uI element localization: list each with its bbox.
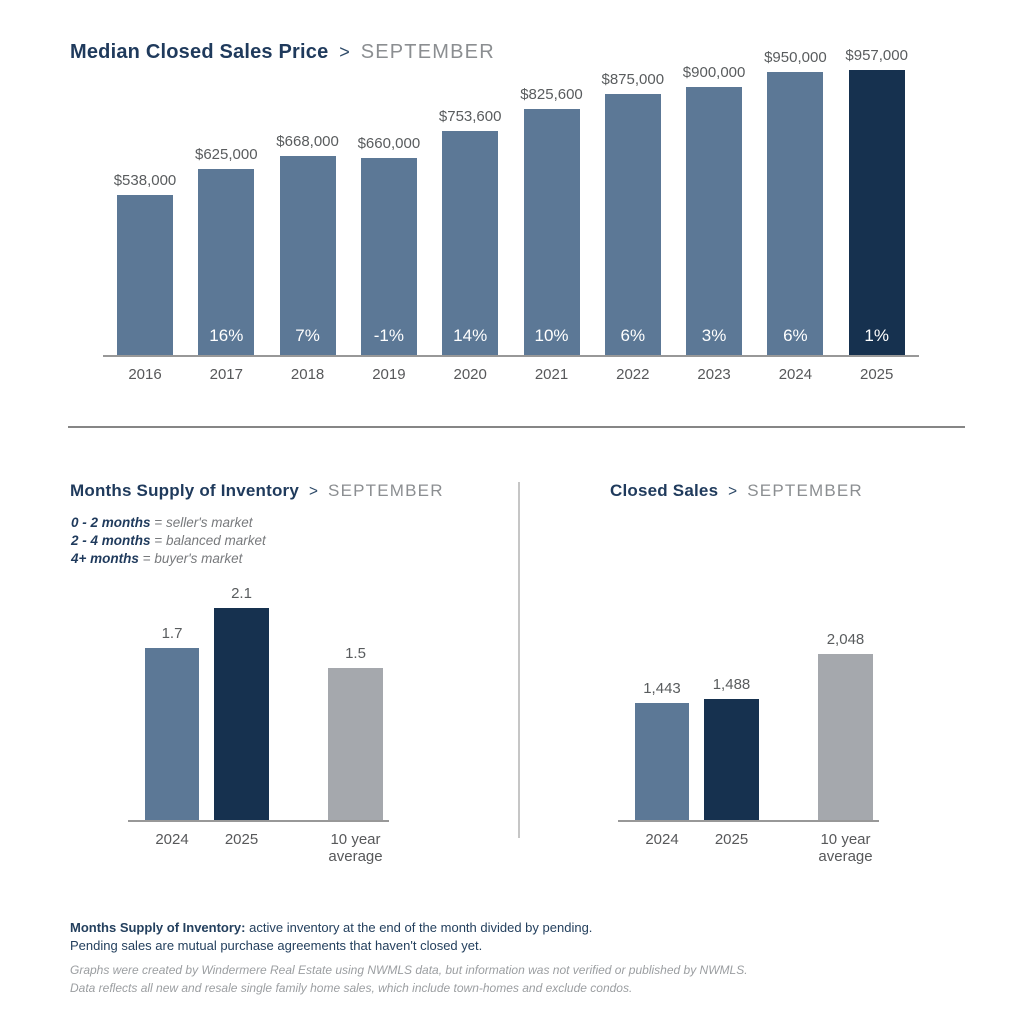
bar-value-label: $957,000: [845, 47, 908, 64]
bar-10-year-average: [818, 654, 873, 820]
axis-label-2022: 2022: [616, 366, 650, 383]
axis-label-2023: 2023: [697, 366, 731, 383]
bar-pct-change-label: 6%: [783, 326, 808, 345]
legend-meaning: balanced market: [165, 533, 266, 548]
definition-line-1: [70, 919, 592, 937]
bar-value-label: $625,000: [195, 146, 258, 163]
legend-equals: =: [154, 533, 163, 548]
legend-meaning: buyer's market: [154, 551, 243, 566]
legend-meaning: seller's market: [165, 515, 253, 530]
bar-2022: [605, 94, 661, 355]
bar-value-label: $660,000: [357, 135, 421, 152]
bar-pct-change-label: 3%: [701, 326, 727, 345]
bar-2025: [214, 608, 269, 820]
bar-2025: [704, 699, 759, 820]
bar-2016: [117, 195, 173, 355]
disclaimer-line-1: Graphs were created by Windermere Real Estate using NWMLS data, but information was not verified or published by NWMLS.: [70, 963, 748, 977]
months-supply-title: [70, 481, 444, 501]
months-supply-plot: [128, 585, 389, 865]
legend-equals: =: [142, 551, 151, 566]
title-chevron: >: [308, 483, 319, 500]
bar-2025: [849, 70, 905, 355]
axis-label-2024: 2024: [645, 831, 679, 848]
bar-2021: [524, 109, 580, 355]
bar-pct-change-label: -1%: [373, 326, 404, 345]
bar-value-label: $668,000: [276, 133, 339, 150]
bar-value-label: $753,600: [438, 108, 502, 125]
bar-2023: [686, 87, 742, 355]
bar-value-label: $950,000: [764, 49, 827, 66]
bar-2024: [767, 72, 823, 355]
median-price-subtitle: SEPTEMBER: [360, 41, 495, 63]
market-legend: [71, 514, 266, 568]
legend-row-sellers: [71, 514, 266, 532]
bar-pct-change-label: 16%: [209, 326, 244, 345]
bar-pct-change-label: 6%: [620, 326, 646, 345]
closed-sales-subtitle: SEPTEMBER: [747, 481, 863, 500]
bar-2020: [442, 131, 498, 355]
bar-2024: [635, 703, 689, 820]
legend-range: 4+ months: [71, 551, 139, 566]
legend-range: 0 - 2 months: [71, 515, 151, 530]
bar-value-label: $875,000: [601, 71, 665, 88]
bar-2024: [145, 648, 199, 820]
nwmls-disclaimer: [70, 961, 748, 997]
months-supply-title-text: Months Supply of Inventory: [70, 481, 300, 500]
legend-equals: =: [154, 515, 163, 530]
axis-label-2018: 2018: [290, 366, 325, 383]
bar-value-label: 2,048: [826, 631, 865, 648]
axis-label-2025: 2025: [860, 366, 894, 383]
axis-label-2017: 2017: [209, 366, 243, 383]
closed-sales-title-text: Closed Sales: [610, 481, 719, 500]
axis-label-2025: 2025: [224, 831, 259, 848]
disclaimer-line-2: Data reflects all new and resale single family home sales, which include town-homes and exclude condos.: [70, 981, 633, 995]
definition-text: active inventory at the end of the month divided by pending.: [249, 920, 593, 935]
bar-value-label: 1.7: [161, 625, 183, 642]
legend-row-balanced: [71, 532, 266, 550]
axis-label-2024: 2024: [778, 366, 813, 383]
supply-definition: [70, 919, 592, 955]
legend-range: 2 - 4 months: [71, 533, 151, 548]
axis-label-2021: 2021: [534, 366, 569, 383]
axis-label-2024: 2024: [155, 831, 189, 848]
bar-value-label: 1.5: [345, 645, 366, 662]
axis-label-2019: 2019: [372, 366, 406, 383]
vertical-divider: [518, 482, 520, 838]
months-supply-subtitle: SEPTEMBER: [328, 481, 444, 500]
bar-value-label: $538,000: [113, 172, 177, 189]
legend-row-buyers: [71, 550, 266, 568]
horizontal-divider: [68, 426, 965, 428]
axis-label-2025: 2025: [714, 831, 749, 848]
axis-label-2020: 2020: [453, 366, 487, 383]
bar-10-year-average: [328, 668, 383, 820]
bar-value-label: $825,600: [520, 86, 583, 103]
median-price-title-text: Median Closed Sales Price: [70, 41, 329, 63]
bar-pct-change-label: 7%: [295, 326, 320, 345]
title-chevron: >: [339, 42, 350, 62]
title-chevron: >: [728, 483, 738, 500]
axis-label-2016: 2016: [128, 366, 162, 383]
bar-value-label: 2.1: [231, 585, 252, 602]
axis-label-10-year-average: 10 year average: [328, 831, 383, 865]
bar-pct-change-label: 14%: [453, 326, 488, 345]
bar-pct-change-label: 10%: [534, 326, 569, 345]
bar-value-label: $900,000: [682, 64, 746, 81]
definition-term: Months Supply of Inventory:: [70, 920, 246, 935]
closed-sales-plot: [618, 631, 879, 865]
bar-pct-change-label: 1%: [864, 326, 889, 345]
bar-value-label: 1,443: [643, 680, 681, 697]
closed-sales-title: [610, 481, 863, 501]
definition-line-2: Pending sales are mutual purchase agreements that haven't closed yet.: [70, 938, 483, 953]
bar-value-label: 1,488: [712, 676, 751, 693]
axis-label-10-year-average: 10 year average: [818, 831, 873, 865]
